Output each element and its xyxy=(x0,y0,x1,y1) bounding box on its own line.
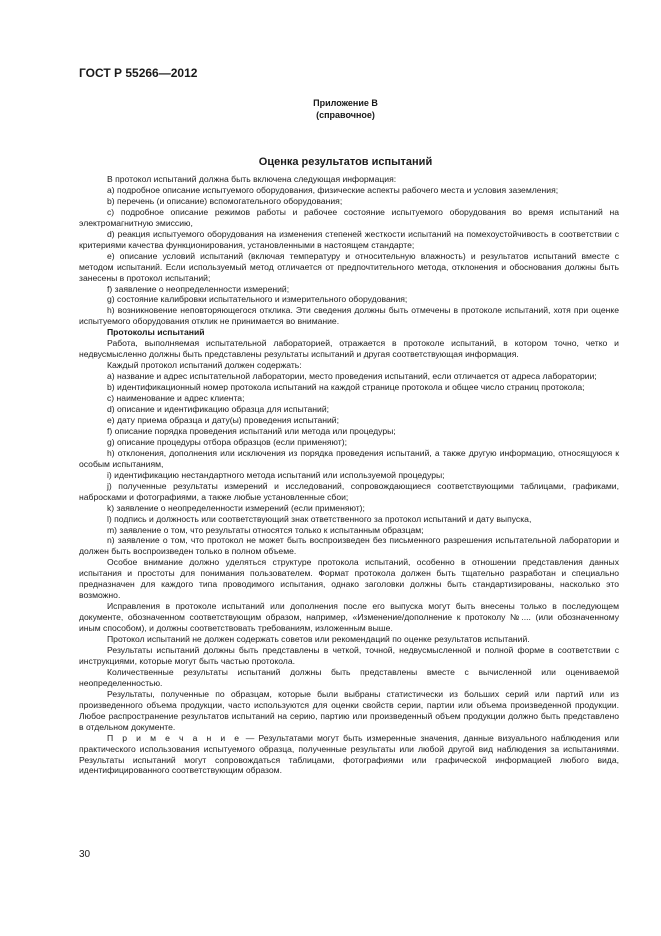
paragraph: f) заявление о неопределенности измерений; xyxy=(107,283,290,294)
appendix-label: Приложение В xyxy=(313,98,378,108)
paragraph: Исправления в протоколе испытаний или дополнения после его выпуска могут быть внесены только в последующем документе, обозначенном соответствующим образом, например, «Изменение/дополнение к протоколу №.... (или обозначенному иным способом), и должны соответствовать требованиям, изложенным выше. xyxy=(79,601,619,634)
paragraph: Работа, выполняемая испытательной лабораторией, отражается в протоколе испытаний, в котором точно, четко и недвусмысленно должны быть представлены результаты испытаний и другая соответствующая информация. xyxy=(79,338,619,360)
paragraph: g) описание процедуры отбора образцов (если применяют); xyxy=(107,436,347,447)
document-header: ГОСТ Р 55266—2012 xyxy=(79,66,198,80)
paragraph: Протокол испытаний не должен содержать советов или рекомендаций по оценке результатов испытаний. xyxy=(107,634,530,645)
paragraph: f) описание порядка проведения испытаний или метода или процедуры; xyxy=(107,425,396,436)
paragraph: а) название и адрес испытательной лаборатории, место проведения испытаний, если отличается от адреса лаборатории; xyxy=(107,371,597,382)
paragraph: b) идентификационный номер протокола испытаний на каждой странице протокола и общее число страниц протокола; xyxy=(107,382,585,393)
paragraph: Количественные результаты испытаний должны быть представлены вместе с вычисленной или оцениваемой неопределенностью. xyxy=(79,666,619,688)
paragraph: Каждый протокол испытаний должен содержать: xyxy=(107,360,302,371)
paragraph: Результаты, полученные по образцам, которые были выбраны статистически из больших серий или партий или из произведенного объема продукции, часто используются для оценки свойств серии, партии или объема произведенной продукции. Любое распространение результатов испытаний на серию, партию или произведенный объем продукции должно быть представлено в отдельном документе. xyxy=(79,688,619,732)
subsection-heading: Протоколы испытаний xyxy=(107,327,205,338)
paragraph: b) перечень (и описание) вспомогательного оборудования; xyxy=(107,195,343,206)
paragraph: g) состояние калибровки испытательного и измерительного оборудования; xyxy=(107,294,408,305)
paragraph: h) отклонения, дополнения или исключения из порядка проведения испытаний, а также другую информацию, относящуюся к особым испытаниям, xyxy=(79,447,619,469)
paragraph: В протокол испытаний должна быть включена следующая информация: xyxy=(107,174,397,184)
paragraph: i) идентификацию нестандартного метода испытаний или используемой процедуры; xyxy=(107,469,445,480)
paragraph: n) заявление о том, что протокол не может быть воспроизведен без письменного разрешения испытательной лаборатории и должен быть воспроизведен только в полном объеме. xyxy=(79,535,619,557)
paragraph: с) наименование и адрес клиента; xyxy=(107,393,245,404)
paragraph: j) полученные результаты измерений и исследований, сопровождающиеся соответствующими таблицами, графиками, набросками и фотографиями, а также любые установленные сбои; xyxy=(79,480,619,502)
paragraph: е) описание условий испытаний (включая температуру и относительную влажность) и результатов испытаний вместе с методом испытаний. Если используемый метод отличается от предпочтительного метода, отклонения и обоснования должны быть занесены в протокол испытаний; xyxy=(79,250,619,283)
paragraph: Результаты испытаний должны быть представлены в четкой, точной, недвусмысленной и полной форме в соответствии с инструкциями, которые могут быть частью протокола. xyxy=(79,644,619,666)
section-title: Оценка результатов испытаний xyxy=(258,156,433,168)
paragraph: d) описание и идентификацию образца для испытаний; xyxy=(107,404,330,415)
paragraph: Особое внимание должно уделяться структуре протокола испытаний, особенно в отношении представления данных испытания и простоты для понимания пользователем. Формат протокола должен быть тщательно разработан и специально предназначен для каждого типа проводимого испытания, однако заголовки должны быть стандартизированы, насколько это возможно. xyxy=(79,557,619,601)
paragraph: h) возникновение неповторяющегося отклика. Эти сведения должны быть отмечены в протоколе испытаний, хотя при оценке испытуемого оборудования отклик не принимается во внимание. xyxy=(79,305,619,327)
note-paragraph xyxy=(79,733,619,777)
paragraph: k) заявление о неопределенности измерений (если применяют); xyxy=(107,502,365,513)
paragraph: m) заявление о том, что результаты относятся только к испытанным образцам; xyxy=(107,524,424,535)
appendix-heading xyxy=(30,97,661,121)
note-text: — Результатами могут быть измеренные значения, данные визуального наблюдения или практического использования испытуемого образца, полученные результаты или любой другой вид наблюдения за испытаниями. Результаты испытаний могут сопровождаться таблицами, фотографиями или графической информацией любого вида, идентифицированного соответствующим образом. xyxy=(79,732,620,776)
paragraph: е) дату приема образца и дату(ы) проведения испытаний; xyxy=(107,414,339,425)
note-label: П р и м е ч а н и е xyxy=(107,732,242,743)
appendix-type: (справочное) xyxy=(316,110,375,120)
document-body xyxy=(79,174,619,776)
page-number: 30 xyxy=(79,849,91,860)
paragraph: а) подробное описание испытуемого оборудования, физические аспекты рабочего места и условия заземления; xyxy=(107,184,559,195)
paragraph: d) реакция испытуемого оборудования на изменения степеней жесткости испытаний на помехоустойчивость в соответствии с критериями качества функционирования, установленными в настоящем стандарте; xyxy=(79,228,619,250)
paragraph: с) подробное описание режимов работы и рабочее состояние испытуемого оборудования во время испытаний на электромагнитную эмиссию, xyxy=(79,206,619,228)
paragraph: l) подпись и должность или соответствующий знак ответственного за протокол испытаний и дату выпуска, xyxy=(107,513,532,524)
